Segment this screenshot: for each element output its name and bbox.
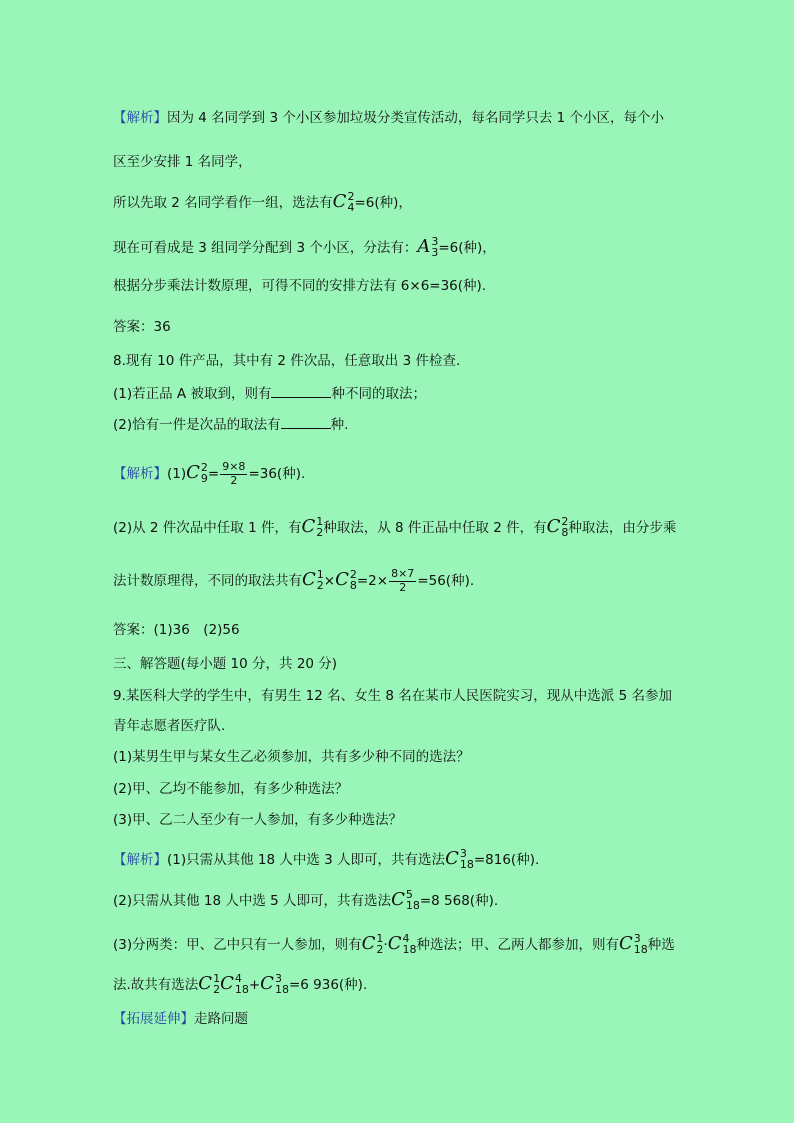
q8-answer: 答案：(1)36 (2)56 [113,622,240,638]
p7-line-1: 【解析】因为 4 名同学到 3 个小区参加垃圾分类宣传活动，每名同学只去 1 个小区，每个小 [113,110,665,126]
combination-c21: C 1 2 [198,972,221,996]
q9-sol2: (2)只需从其他 18 人中选 5 人即可，共有选法C 5 18 =8 568(种). [113,888,499,912]
combination-c92: C 2 9 [186,461,208,486]
extension-tag: 【拓展延伸】 [113,1011,194,1027]
combination-c184: C 4 18 [387,932,417,956]
analysis-tag: 【解析】 [113,852,167,868]
answer-blank [281,415,331,429]
section-heading: 三、解答题(每小题 10 分，共 20 分) [113,656,338,672]
combination-c21: C 1 2 [301,515,324,539]
q9-sol3-line1: (3)分两类：甲、乙中只有一人参加，则有C 1 2 ·C 4 18 种选法；甲、乙两人都参加，则有C 3 18 种选 [113,932,675,956]
combination-c21: C 1 2 [302,568,324,593]
combination-c183: C 3 18 [618,932,648,956]
combination-c184: C 4 18 [220,972,249,996]
combination-c183: C 3 18 [260,972,289,996]
q8-sub1: (1)若正品 A 被取到，则有 种不同的取法； [113,386,426,402]
q8-sub2: (2)恰有一件是次品的取法有 种. [113,417,349,433]
extension-line: 【拓展延伸】走路问题 [113,1011,248,1027]
q8-stem: 8.现有 10 件产品，其中有 2 件次品，任意取出 3 件检查. [113,353,461,369]
combination-c21: C 1 2 [361,932,384,956]
q9-stem-1: 9.某医科大学的学生中，有男生 12 名、女生 8 名在某市人民医院实习，现从中选派 5 名参加 [113,688,672,704]
p7-line-2: 区至少安排 1 名同学， [113,154,252,170]
p7-line-5: 根据分步乘法计数原理，可得不同的安排方法有 6×6=36(种). [113,278,487,294]
q9-sub3: (3)甲、乙二人至少有一人参加，有多少种选法？ [113,812,403,828]
analysis-tag: 【解析】 [113,466,167,483]
combination-c82: C 2 8 [546,515,569,539]
q9-sub2: (2)甲、乙均不能参加，有多少种选法？ [113,781,349,797]
fraction: $\frac{8\times 7}{2}$ [391,567,415,594]
p7-answer: 答案：36 [113,319,171,335]
combination-c82: C 2 8 [335,568,357,593]
q9-sub1: (1)某男生甲与某女生乙必须参加，共有多少种不同的选法？ [113,749,470,765]
q9-sol1: 【解析】(1)只需从其他 18 人中选 3 人即可，共有选法C 3 18 =816(种). [113,847,540,871]
q8-sol1: 【解析】(1)C 2 9 = $\frac{9\times 8}{2}$ =36(种). [113,460,306,487]
answer-blank [271,384,331,398]
combination-c185: C 5 18 [391,888,420,912]
combination-c42: C 2 4 [332,190,355,214]
fraction: $\frac{9\times 8}{2}$ [222,460,246,487]
q9-stem-2: 青年志愿者医疗队. [113,718,226,734]
q8-sol2-line1: (2)从 2 件次品中任取 1 件，有C 1 2 种取法，从 8 件正品中任取 2 件，有C 2 8 种取法，由分步乘 [113,515,677,539]
combination-c183: C 3 18 [445,847,474,871]
p7-line-4: 现在可看成是 3 组同学分配到 3 个小区，分法有：A 3 3 =6(种)， [113,235,496,259]
q9-sol3-line2: 法.故共有选法C 1 2 C 4 18 +C 3 18 =6 936(种). [113,972,368,996]
analysis-tag: 【解析】 [113,110,167,126]
p7-line-3: 所以先取 2 名同学看作一组，选法有C 2 4 =6(种)， [113,190,412,214]
arrangement-a33: A 3 3 [417,235,439,259]
q8-sol2-line2: 法计数原理得，不同的取法共有C 1 2 ×C 2 8 =2× $\frac{8\times 7}{2}$ =56(种). [113,567,475,594]
